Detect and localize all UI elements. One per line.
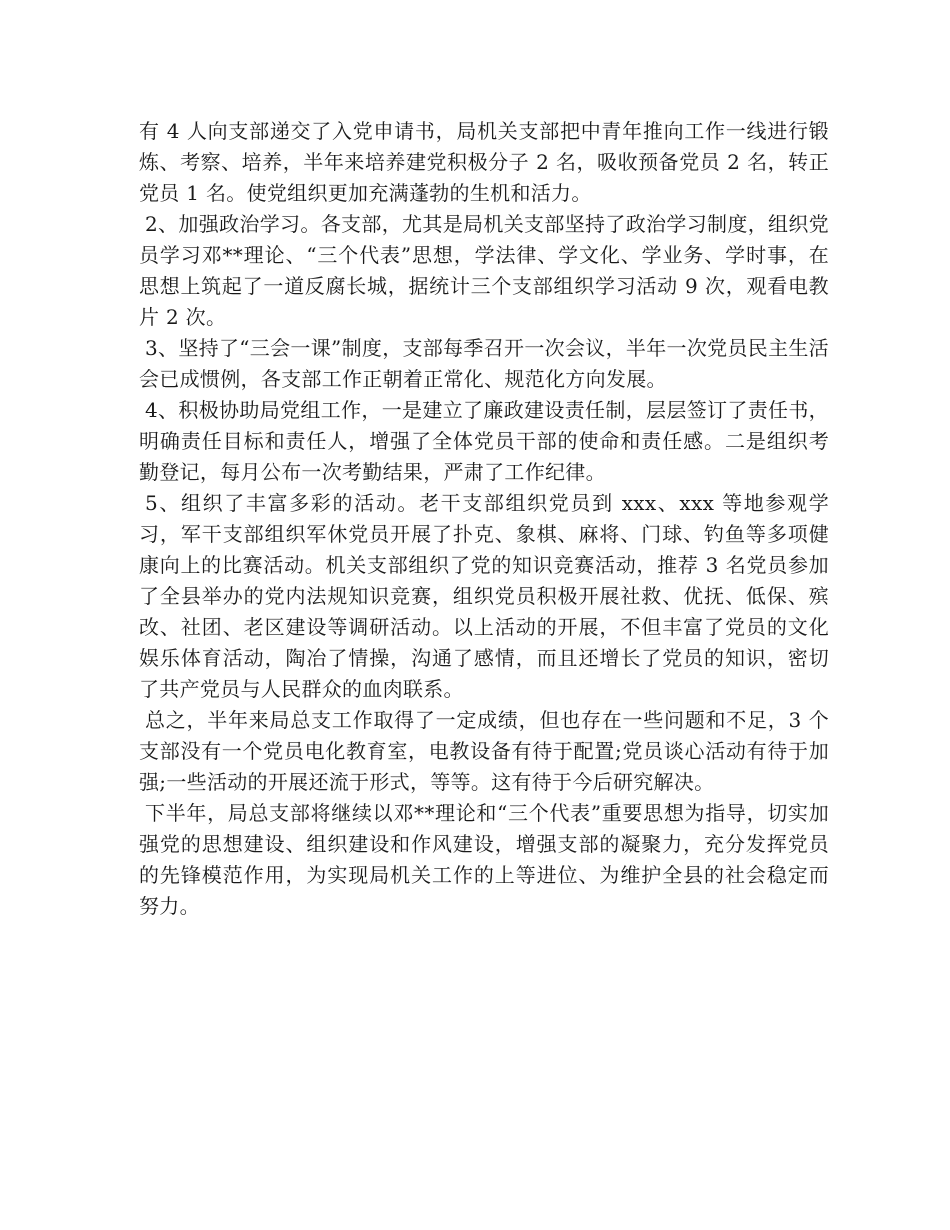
paragraph-political-study: 2、加强政治学习。各支部，尤其是局机关支部坚持了政治学习制度，组织党员学习邓**理论、“三个代表”思想，学法律、学文化、学业务、学时事，在思想上筑起了一道反腐长城，据统计三个支部组织学习活动 9 次，观看电教片 2 次。 — [139, 212, 829, 329]
paragraph-activities: 5、组织了丰富多彩的活动。老干支部组织党员到 xxx、xxx 等地参观学习，军干支部组织军休党员开展了扑克、象棋、麻将、门球、钓鱼等多项健康向上的比赛活动。机关支部组织了党的知识竞赛活动，推荐 3 名党员参加了全县举办的党内法规知识竞赛，组织党员积极开展社救、优抚、低保、殡改、社团、老区建设等调研活动。以上活动的开展，不但丰富了党员的文化娱乐体育活动，陶冶了情操，沟通了感情，而且还增长了党员的知识，密切了共产党员与人民群众的血肉联系。 — [139, 491, 829, 701]
document-body — [139, 116, 829, 922]
paragraph-second-half-plan: 下半年，局总支部将继续以邓**理论和“三个代表”重要思想为指导，切实加强党的思想建设、组织建设和作风建设，增强支部的凝聚力，充分发挥党员的先锋模范作用，为实现局机关工作的上等进位、为维护全县的社会稳定而努力。 — [139, 801, 829, 918]
paragraph-assist-party-group: 4、积极协助局党组工作，一是建立了廉政建设责任制，层层签订了责任书，明确责任目标和责任人，增强了全体党员干部的使命和责任感。二是组织考勤登记，每月公布一次考勤结果，严肃了工作纪律。 — [139, 398, 829, 484]
paragraph-recruitment: 有 4 人向支部递交了入党申请书，局机关支部把中青年推向工作一线进行锻炼、考察、培养，半年来培养建党积极分子 2 名，吸收预备党员 2 名，转正党员 1 名。使党组织更加充满蓬勃的生机和活力。 — [139, 119, 829, 205]
paragraph-three-meetings: 3、坚持了“三会一课”制度，支部每季召开一次会议，半年一次党员民主生活会已成惯例，各支部工作正朝着正常化、规范化方向发展。 — [139, 336, 829, 391]
paragraph-summary: 总之，半年来局总支工作取得了一定成绩，但也存在一些问题和不足，3 个支部没有一个党员电化教育室，电教设备有待于配置;党员谈心活动有待于加强;一些活动的开展还流于形式，等等。这有待于今后研究解决。 — [139, 708, 829, 794]
